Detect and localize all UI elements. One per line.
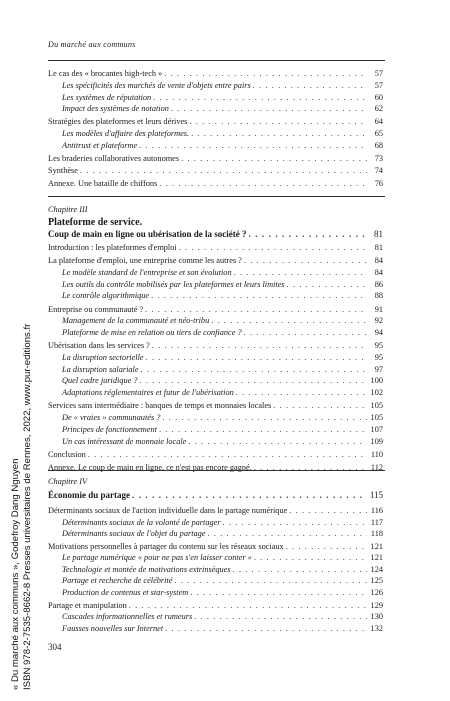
toc-entry-title: Les modèles d'affaire des plateformes. [62,129,190,138]
toc-entry-title: Conclusion [48,449,86,459]
toc-entry [48,340,383,352]
toc-subentry [62,564,383,576]
running-head: Du marché aux communs [48,40,136,49]
toc-entry [48,541,383,553]
toc-entry-page: 107 [370,424,383,434]
dot-leader [164,68,367,80]
header-rule [48,60,385,61]
toc-entry-page: 105 [370,401,383,411]
dot-leader [234,267,367,279]
toc-entry-title: Impact des systèmes de notation [62,104,169,114]
dot-leader [141,364,367,376]
toc-entry [48,304,383,316]
toc-entry-title: Antitrust et plateforme [62,140,138,150]
toc-entry-title: Un cas intéressant de monnaie locale [62,436,187,446]
toc-entry [48,178,383,190]
toc-entry [48,153,383,165]
toc-entry-title: La disruption sectorielle [62,352,144,362]
dot-leader [211,315,367,327]
toc-entry-title: Le partage numérique « pour ne pas s'en laisser conter » [62,553,252,563]
dot-leader [159,178,367,190]
dot-leader [254,462,367,474]
toc-subentry [62,128,383,140]
dot-leader [181,153,367,165]
toc-entry-title: Adaptations réglementaires et futur de l'ubérisation [62,388,234,398]
toc-entry-page: 91 [374,304,383,314]
toc-entry-page: 65 [374,129,383,138]
toc-entry-page: 74 [374,166,383,176]
chapter-3-title-page: 81 [374,229,383,239]
chapter-3-label: Chapitre III [48,205,88,214]
dot-leader [162,412,367,424]
toc-entry-title: Services sans intermédiaire : banques de temps et monnaies locales [48,401,272,411]
toc-subentry [62,92,383,104]
toc-entry-title: Le contrôle algorithmique [62,291,150,301]
toc-entry-page: 57 [374,69,383,78]
toc-entry-page: 95 [374,341,383,351]
toc-entry-title: Les spécificités des marchés de vente d'objets entre pairs [62,80,251,90]
toc-entry-page: 129 [370,600,383,610]
dot-leader [233,564,367,576]
dot-leader [208,528,368,540]
dot-leader [254,552,367,564]
toc-entry [48,68,383,80]
dot-leader [188,436,367,448]
side-note-line1: « Du marché aux communs », Godefroy Dang Nguyen [10,458,21,690]
toc-entry-page: 95 [374,352,383,362]
toc-entry-page: 73 [374,153,383,163]
dot-leader [129,600,367,612]
toc-entry-title: Déterminants sociaux de l'objet du partage [62,529,206,538]
dot-leader [223,517,367,529]
toc-subentry [62,279,383,291]
dot-leader [236,387,367,399]
toc-entry-title: Le cas des « brocantes high-tech » [48,69,163,78]
chapter-3-title-line1: Plateforme de service. [48,217,143,228]
toc-entry [48,400,383,412]
dot-leader [194,611,367,623]
dot-leader [190,587,367,599]
toc-entry-page: 117 [370,517,383,527]
toc-entry-page: 132 [370,623,383,633]
toc-subentry [62,575,383,587]
toc-subentry [62,267,383,279]
dot-leader [244,327,367,339]
dot-leader [287,279,367,291]
toc-entry-page: 105 [370,413,383,423]
toc-subentry [62,424,383,436]
toc-entry-page: 84 [374,267,383,277]
toc-entry-title: Les outils du contrôle mobilisés par les plateformes et leurs limites [62,279,285,289]
toc-entry-title: Les braderies collaboratives autonomes [48,153,180,163]
dot-leader [289,505,367,517]
toc-subentry [62,364,383,376]
toc-entry-page: 121 [370,553,383,563]
toc-entry-title: Cascades informationnelles et rumeurs [62,612,193,622]
toc-entry-page: 92 [374,316,383,326]
toc-subentry [62,552,383,564]
toc-entry-page: 94 [374,328,383,338]
toc-entry-title: Management de la communauté et néo-tribu [62,316,210,326]
side-note-line2: ISBN 978-2-7535-8662-8 Presses universitaires de Rennes, 2022, www.pur-editions.fr [22,323,33,690]
dot-leader [174,575,367,587]
toc-entry-title: Déterminants sociaux de la volonté de partager [62,517,221,527]
section-rule-2 [48,470,385,471]
toc-subentry [62,290,383,302]
toc-entry-title: Technologie et montée de motivations extrinsèques [62,564,231,574]
toc-entry-title: Production de contenus et star-system [62,587,189,597]
toc-entry-page: 109 [370,436,383,446]
toc-entry-title: Plateforme de mise en relation ou tiers de confiance ? [62,328,242,338]
toc-entry-page: 60 [374,92,383,102]
toc-entry-page: 110 [370,449,383,459]
chapter-4-title-page: 115 [369,490,383,500]
toc-entry-title: De « vraies » communautés ? [62,413,161,423]
dot-leader [273,400,367,412]
section-rule [48,196,385,197]
dot-leader [152,340,367,352]
dot-leader [139,140,367,152]
toc-subentry [62,412,383,424]
dot-leader [80,165,367,177]
toc-entry [48,242,383,254]
toc-entry-page: 84 [374,256,383,266]
toc-entry-page: 116 [370,506,383,515]
chapter-4-title-text: Économie du partage [48,490,130,500]
toc-subentry [62,436,383,448]
dot-leader [153,92,367,104]
toc-subentry [62,327,383,339]
toc-entry-page: 112 [370,462,383,472]
chapter-3-title-text: Coup de main en ligne ou ubérisation de la société ? [48,229,247,239]
dot-leader [191,128,367,140]
toc-subentry [62,80,383,92]
toc-subentry [62,528,383,540]
toc-entry-page: 124 [370,564,383,574]
toc-entry-page: 57 [374,80,383,90]
toc-entry-page: 130 [370,612,383,622]
toc-entry-page: 102 [370,388,383,398]
toc-entry [48,600,383,612]
toc-entry-title: Ubérisation dans les services ? [48,341,150,351]
toc-entry-title: Fausses nouvelles sur Internet [62,623,164,633]
toc-subentry [62,587,383,599]
toc-entry-page: 125 [370,576,383,586]
dot-leader [286,541,367,553]
toc-entry-title: La disruption salariale [62,364,139,374]
dot-leader [151,290,367,302]
toc-entry-page: 68 [374,140,383,150]
toc-entry-title: Synthèse [48,166,78,176]
toc-entry-title: Annexe. Le coup de main en ligne, ce n'est pas encore gagné. [48,462,252,472]
dot-leader [171,103,367,115]
toc-entry-title: Entreprise ou communauté ? [48,304,144,314]
chapter-4-title [48,489,383,501]
toc-entry-page: 88 [374,291,383,301]
toc-entry [48,449,383,461]
dot-leader [179,242,367,254]
toc-entry [48,116,383,128]
toc-subentry [62,387,383,399]
toc-entry-page: 62 [374,104,383,114]
chapter-3-title-line2 [48,228,383,240]
toc-entry-page: 97 [374,364,383,374]
toc-entry-title: Motivations personnelles à partager du contenu sur les réseaux sociaux [48,541,284,551]
toc-entry-page: 86 [374,279,383,289]
toc-subentry [62,140,383,152]
toc-entry-title: Le modèle standard de l'entreprise et son évolution [62,267,232,277]
toc-entry-title: Partage et recherche de célébrité [62,576,173,586]
toc-subentry [62,611,383,623]
toc-entry-title: Stratégies des plateformes et leurs dérives [48,117,188,127]
toc-entry [48,462,383,474]
toc-entry-title: Principes de fonctionnement [62,424,157,434]
dot-leader [145,304,367,316]
toc-entry-title: Partage et manipulation [48,600,127,610]
toc-subentry [62,517,383,529]
toc-entry-title: Les systèmes de réputation [62,92,152,102]
toc-entry-title: Déterminants sociaux de l'action individuelle dans le partage numérique [48,506,288,515]
dot-leader [140,375,367,387]
dot-leader [165,623,367,635]
toc-entry-page: 64 [374,117,383,127]
toc-entry-page: 126 [370,587,383,597]
page-number: 304 [48,642,62,652]
toc-entry [48,255,383,267]
toc-entry-title: Introduction : les plateformes d'emploi [48,243,177,252]
toc-entry-page: 76 [374,179,383,189]
toc-entry-page: 100 [370,376,383,386]
toc-entry-title: Annexe. Une bataille de chiffons [48,179,158,189]
toc-entry [48,165,383,177]
toc-subentry [62,315,383,327]
chapter-4-label: Chapitre IV [48,477,88,486]
toc-entry-page: 118 [370,529,383,538]
toc-subentry [62,623,383,635]
toc-subentry [62,375,383,387]
dot-leader [189,116,367,128]
dot-leader [253,80,367,92]
dot-leader [88,449,367,461]
toc-entry-page: 81 [374,243,383,252]
toc-entry [48,505,383,517]
dot-leader [244,255,367,267]
toc-entry-title: Quel cadre juridique ? [62,376,138,386]
toc-subentry [62,103,383,115]
toc-subentry [62,352,383,364]
dot-leader [159,424,367,436]
dot-leader [146,352,367,364]
toc-entry-page: 121 [370,541,383,551]
toc-entry-title: La plateforme d'emploi, une entreprise comme les autres ? [48,256,242,266]
